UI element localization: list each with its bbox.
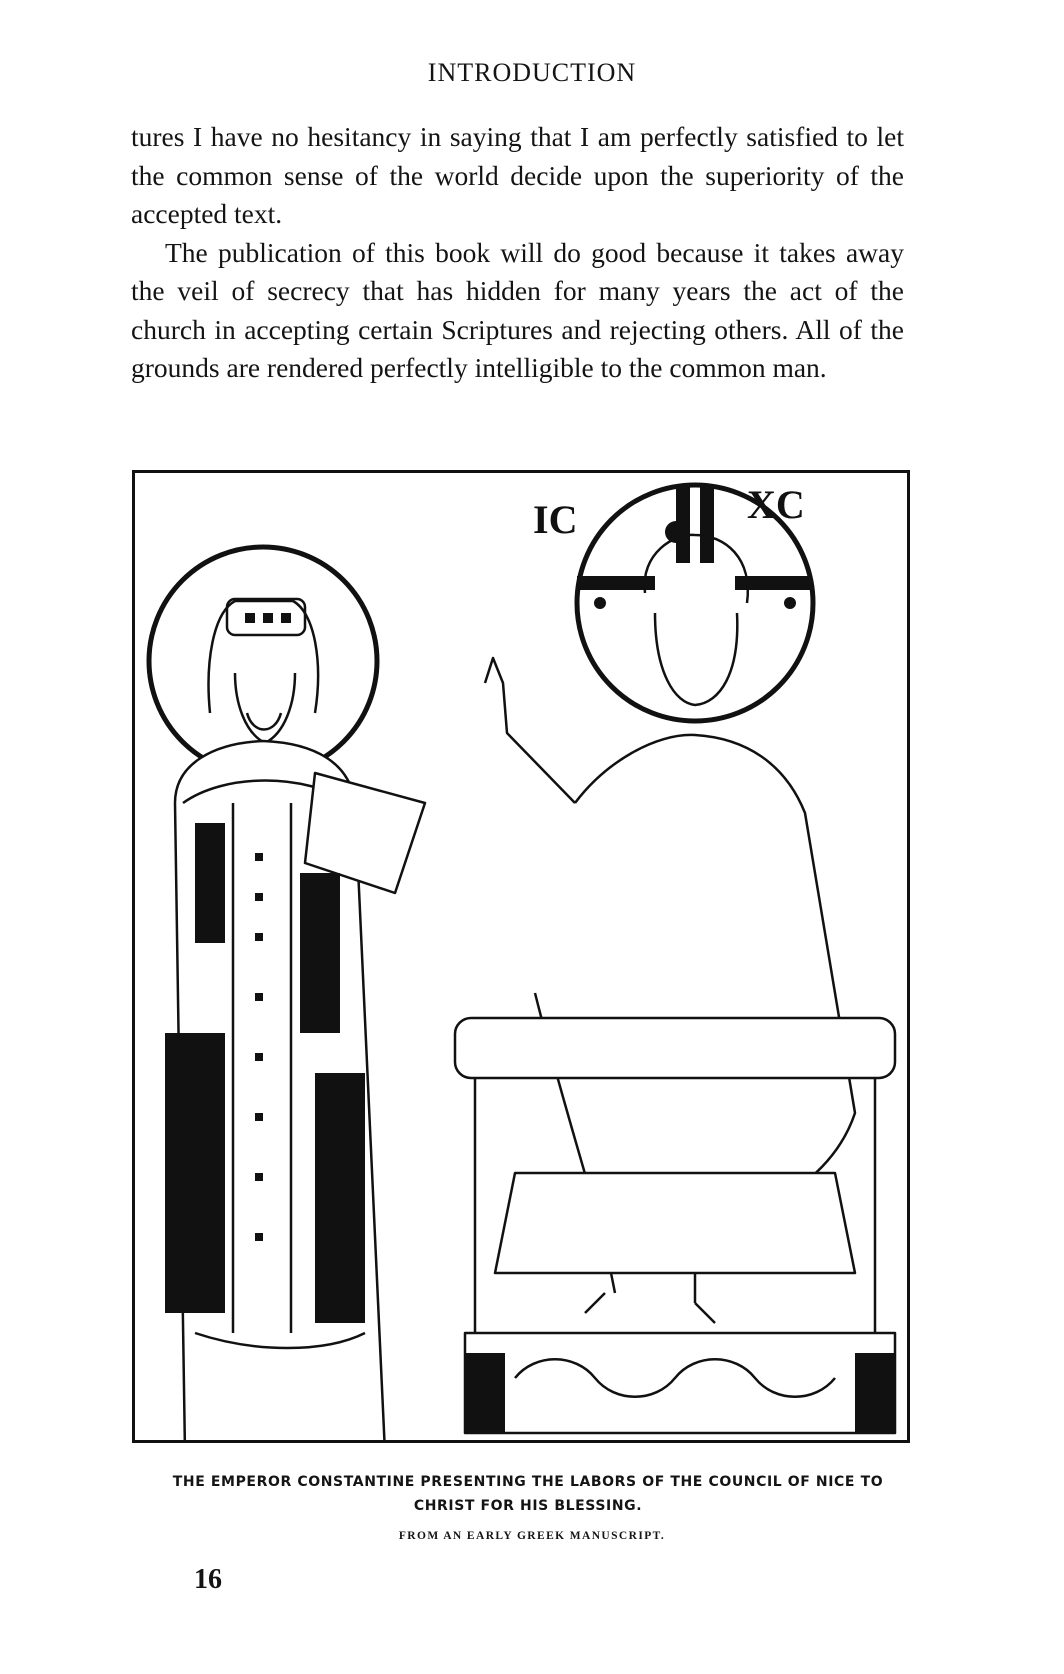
caption-line-1: THE EMPEROR CONSTANTINE PRESENTING THE LABORS OF THE COUNCIL OF NICE TO <box>172 1474 884 1490</box>
illustration-plate <box>132 470 910 1443</box>
paragraph-1: tures I have no hesitancy in saying that I am perfectly satisfied to let the common sense of the world decide upon the superiority of the accepted text. <box>131 121 904 229</box>
inscription-right: XC <box>747 482 805 527</box>
paragraph-2: The publication of this book will do good because it takes away the veil of secrecy that has hidden for many years the act of the church in accepting certain Scriptures and rejecting others. All of the grounds are rendered perfectly intelligible to the common man. <box>131 236 904 383</box>
body-text <box>131 118 904 388</box>
christ-figure <box>455 485 895 1433</box>
inscription-left: IC <box>533 497 578 542</box>
engraving-illustration <box>135 473 907 1440</box>
running-head: INTRODUCTION <box>427 58 637 87</box>
figure-caption <box>120 1470 936 1518</box>
page-number: 16 <box>194 1564 222 1595</box>
caption-line-2: CHRIST FOR HIS BLESSING. <box>413 1498 643 1514</box>
christ-pattern <box>465 521 895 1433</box>
figure-source: FROM AN EARLY GREEK MANUSCRIPT. <box>398 1530 666 1542</box>
